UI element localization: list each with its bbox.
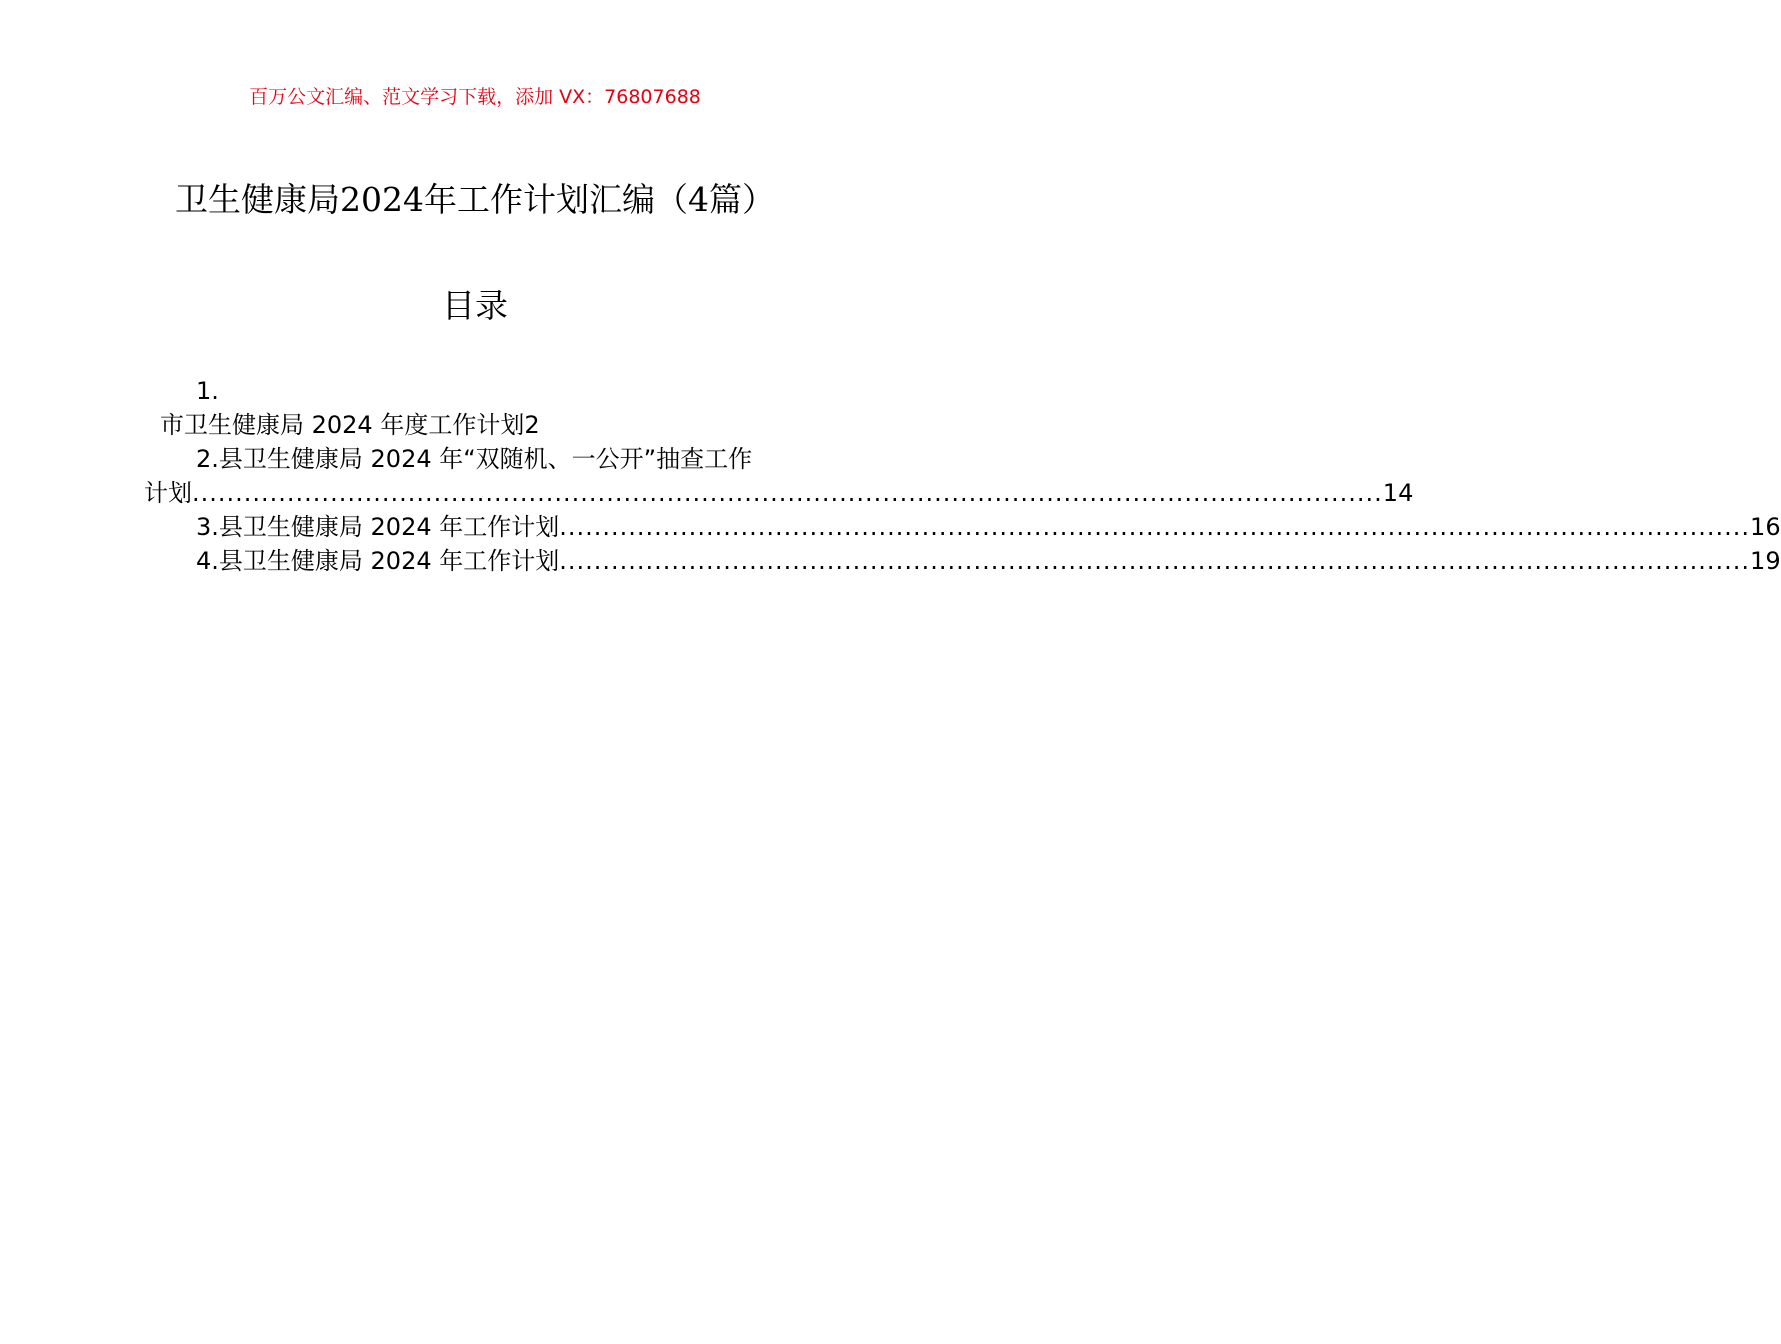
toc-entry-number: 1.	[196, 377, 219, 405]
table-of-contents	[144, 374, 1781, 578]
toc-entry-page: 14	[1382, 479, 1414, 507]
toc-leader-dots: ..........................................................................................................................................	[559, 547, 1751, 575]
header-banner: 百万公文汇编、范文学习下载，添加 VX：76807688	[249, 86, 701, 108]
document-title-part: 篇）	[708, 180, 775, 219]
toc-entry-2-line1[interactable]	[144, 442, 806, 476]
document-title	[0, 178, 950, 222]
toc-leader-dots: ..........................................................................................................................................	[192, 479, 1383, 507]
toc-entry-number: 3.	[196, 513, 219, 541]
toc-entry-4-line[interactable]	[144, 544, 1781, 578]
toc-leader-dots: ..........................................................................................................................................	[559, 513, 1751, 541]
toc-entry-title-continued: 计划	[144, 479, 192, 507]
toc-entry-number: 4.	[196, 547, 219, 575]
document-title-count: 4	[687, 180, 709, 219]
toc-entry-number-title	[196, 510, 559, 544]
toc-entry-title: 县卫生健康局 2024 年工作计划	[218, 513, 560, 541]
toc-entry-title: 县卫生健康局 2024 年工作计划	[218, 547, 560, 575]
toc-heading: 目录	[442, 286, 508, 325]
toc-entry-page: 16	[1750, 513, 1781, 541]
document-title-year: 2024	[340, 180, 424, 219]
toc-entry-1-number-line[interactable]	[144, 374, 806, 408]
toc-entry-page: 2	[524, 411, 540, 439]
document-title-part: 卫生健康局	[175, 180, 340, 219]
document-title-part: 年工作计划汇编（	[423, 180, 688, 219]
toc-entry-2-line2[interactable]	[144, 476, 1414, 510]
toc-entry-title: 市卫生健康局 2024 年度工作计划	[160, 411, 525, 439]
toc-entry-number-title	[196, 544, 559, 578]
toc-entry-number-title	[196, 442, 752, 476]
toc-entry-title: 县卫生健康局 2024 年“双随机、一公开”抽查工作	[218, 445, 753, 473]
toc-entry-3-line[interactable]	[144, 510, 1781, 544]
toc-entry-1-title-line[interactable]	[144, 408, 806, 442]
toc-entry-number: 2.	[196, 445, 219, 473]
toc-entry-page: 19	[1750, 547, 1781, 575]
